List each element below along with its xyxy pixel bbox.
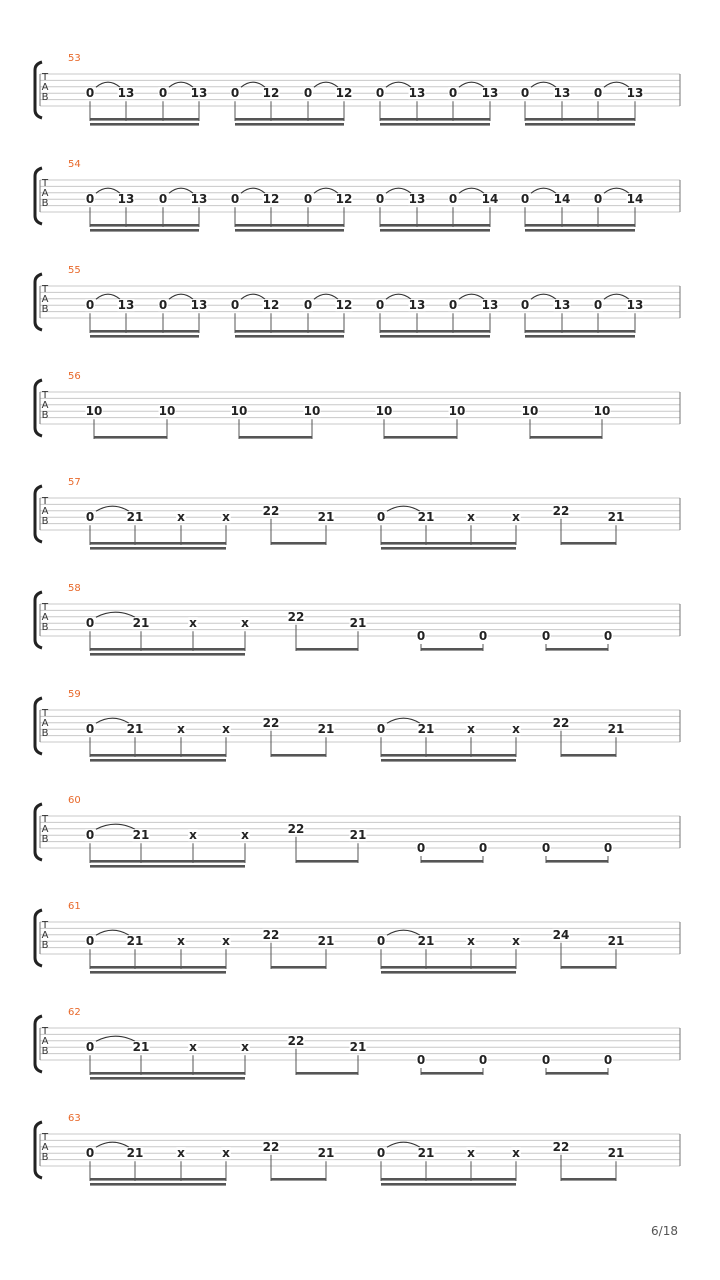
tab-clef-letter: B xyxy=(41,304,49,315)
measure-number: 56 xyxy=(68,371,81,382)
dead-note: x xyxy=(222,510,230,525)
fret-number: 22 xyxy=(287,1033,305,1048)
fret-number: 0 xyxy=(593,192,603,207)
beam xyxy=(90,224,199,227)
fret-number: 21 xyxy=(349,828,367,843)
fret-number: 0 xyxy=(541,841,551,855)
fret-number: 13 xyxy=(190,192,208,207)
fret-number: 0 xyxy=(541,1053,551,1067)
fret-number: 0 xyxy=(85,828,95,843)
beam xyxy=(561,966,616,969)
tab-system xyxy=(35,53,680,126)
fret-number: 0 xyxy=(376,1146,386,1161)
fret-number: 13 xyxy=(481,86,499,101)
fret-number: 22 xyxy=(262,715,280,730)
fret-number: 0 xyxy=(158,192,168,207)
fret-number: 21 xyxy=(607,1146,625,1161)
beam xyxy=(90,971,226,974)
beam xyxy=(380,330,490,333)
fret-number: 21 xyxy=(126,722,144,737)
beam xyxy=(384,436,457,439)
beam xyxy=(271,754,326,757)
measure-number: 57 xyxy=(68,477,81,488)
beam xyxy=(546,648,608,651)
dead-note: x xyxy=(189,616,197,631)
fret-number: 0 xyxy=(85,86,95,101)
dead-note: x xyxy=(177,934,185,949)
beam xyxy=(380,224,490,227)
tab-clef-letter: T xyxy=(41,920,49,931)
fret-number: 0 xyxy=(230,192,240,207)
tab-clef-letter: T xyxy=(41,708,49,719)
fret-number: 21 xyxy=(417,934,435,949)
tab-system xyxy=(35,1113,680,1186)
tab-clef-letter: A xyxy=(41,824,49,835)
beam xyxy=(235,330,344,333)
fret-number: 13 xyxy=(117,86,135,101)
fret-number: 0 xyxy=(375,298,385,313)
beam xyxy=(530,436,602,439)
beam xyxy=(296,648,358,651)
fret-number: 10 xyxy=(230,404,248,419)
beam xyxy=(296,1072,358,1075)
beam xyxy=(239,436,312,439)
beam xyxy=(546,1072,608,1075)
fret-number: 14 xyxy=(553,192,571,207)
tab-clef-letter: T xyxy=(41,1132,49,1143)
fret-number: 21 xyxy=(607,510,625,525)
tab-clef-letter: B xyxy=(41,940,49,951)
fret-number: 13 xyxy=(408,86,426,101)
fret-number: 13 xyxy=(117,298,135,313)
fret-number: 21 xyxy=(607,934,625,949)
fret-number: 24 xyxy=(552,927,570,942)
measure-number: 61 xyxy=(68,901,81,912)
page-number: 6/18 xyxy=(651,1224,678,1238)
fret-number: 21 xyxy=(417,722,435,737)
tab-clef-letter: T xyxy=(41,1026,49,1037)
fret-number: 0 xyxy=(593,298,603,313)
beam xyxy=(381,966,516,969)
dead-note: x xyxy=(467,510,475,525)
beam xyxy=(271,1178,326,1181)
dead-note: x xyxy=(177,1146,185,1161)
fret-number: 10 xyxy=(593,404,611,419)
beam xyxy=(90,1077,245,1080)
fret-number: 0 xyxy=(541,629,551,643)
tab-clef-letter: T xyxy=(41,496,49,507)
fret-number: 0 xyxy=(416,841,426,855)
beam xyxy=(90,547,226,550)
fret-number: 21 xyxy=(417,1146,435,1161)
fret-number: 0 xyxy=(593,86,603,101)
dead-note: x xyxy=(177,510,185,525)
beam xyxy=(380,335,490,338)
tab-clef-letter: A xyxy=(41,82,49,93)
fret-number: 0 xyxy=(376,722,386,737)
fret-number: 0 xyxy=(85,1146,95,1161)
fret-number: 21 xyxy=(607,722,625,737)
beam xyxy=(90,542,226,545)
fret-number: 13 xyxy=(553,298,571,313)
fret-number: 0 xyxy=(85,510,95,525)
measure-number: 62 xyxy=(68,1007,81,1018)
fret-number: 21 xyxy=(349,616,367,631)
tab-clef-letter: T xyxy=(41,814,49,825)
fret-number: 0 xyxy=(85,298,95,313)
fret-number: 14 xyxy=(481,192,499,207)
beam xyxy=(90,123,199,126)
tab-clef-letter: A xyxy=(41,718,49,729)
dead-note: x xyxy=(241,828,249,843)
fret-number: 13 xyxy=(626,86,644,101)
dead-note: x xyxy=(241,616,249,631)
beam xyxy=(90,865,245,868)
measure-number: 55 xyxy=(68,265,81,276)
fret-number: 0 xyxy=(603,629,613,643)
fret-number: 0 xyxy=(478,629,488,643)
measure-number: 63 xyxy=(68,1113,81,1124)
fret-number: 0 xyxy=(375,86,385,101)
tab-system xyxy=(35,689,680,762)
beam xyxy=(90,653,245,656)
tab-clef-letter: B xyxy=(41,1152,49,1163)
fret-number: 0 xyxy=(416,629,426,643)
beam xyxy=(380,229,490,232)
fret-number: 21 xyxy=(317,1146,335,1161)
tab-clef-letter: T xyxy=(41,284,49,295)
beam xyxy=(90,335,199,338)
fret-number: 22 xyxy=(262,927,280,942)
fret-number: 0 xyxy=(230,298,240,313)
fret-number: 0 xyxy=(158,298,168,313)
dead-note: x xyxy=(177,722,185,737)
beam xyxy=(90,754,226,757)
beam xyxy=(421,648,483,651)
dead-note: x xyxy=(512,722,520,737)
measure-number: 53 xyxy=(68,53,81,64)
fret-number: 10 xyxy=(85,404,103,419)
tab-clef-letter: B xyxy=(41,410,49,421)
beam xyxy=(380,118,490,121)
dead-note: x xyxy=(189,828,197,843)
measure-number: 54 xyxy=(68,159,81,170)
fret-number: 0 xyxy=(448,86,458,101)
dead-note: x xyxy=(222,722,230,737)
beam xyxy=(271,542,326,545)
tab-clef-letter: B xyxy=(41,834,49,845)
beam xyxy=(235,229,344,232)
beam xyxy=(90,966,226,969)
tab-clef-letter: B xyxy=(41,622,49,633)
beam xyxy=(90,1183,226,1186)
tab-clef-letter: A xyxy=(41,400,49,411)
beam xyxy=(525,335,635,338)
fret-number: 22 xyxy=(552,503,570,518)
beam xyxy=(90,118,199,121)
fret-number: 0 xyxy=(376,934,386,949)
beam xyxy=(90,648,245,651)
fret-number: 0 xyxy=(376,510,386,525)
beam xyxy=(561,542,616,545)
beam xyxy=(235,335,344,338)
fret-number: 21 xyxy=(317,510,335,525)
measure-number: 59 xyxy=(68,689,81,700)
tab-clef-letter: A xyxy=(41,930,49,941)
fret-number: 21 xyxy=(317,934,335,949)
beam xyxy=(421,860,483,863)
tab-system xyxy=(35,265,680,338)
fret-number: 0 xyxy=(520,86,530,101)
fret-number: 0 xyxy=(448,298,458,313)
fret-number: 0 xyxy=(85,934,95,949)
beam xyxy=(381,754,516,757)
tab-system xyxy=(35,371,680,439)
fret-number: 0 xyxy=(375,192,385,207)
tab-clef-letter: B xyxy=(41,198,49,209)
dead-note: x xyxy=(512,934,520,949)
measure-number: 60 xyxy=(68,795,81,806)
beam xyxy=(546,860,608,863)
beam xyxy=(90,759,226,762)
dead-note: x xyxy=(189,1040,197,1055)
tab-system xyxy=(35,477,680,550)
beam xyxy=(271,966,326,969)
fret-number: 0 xyxy=(478,1053,488,1067)
beam xyxy=(561,754,616,757)
tab-clef-letter: A xyxy=(41,294,49,305)
fret-number: 10 xyxy=(158,404,176,419)
fret-number: 21 xyxy=(126,1146,144,1161)
fret-number: 21 xyxy=(126,934,144,949)
fret-number: 22 xyxy=(287,609,305,624)
fret-number: 22 xyxy=(552,1139,570,1154)
fret-number: 13 xyxy=(626,298,644,313)
fret-number: 13 xyxy=(481,298,499,313)
fret-number: 0 xyxy=(303,86,313,101)
tab-system xyxy=(35,901,680,974)
fret-number: 0 xyxy=(478,841,488,855)
fret-number: 0 xyxy=(85,616,95,631)
dead-note: x xyxy=(512,1146,520,1161)
dead-note: x xyxy=(467,934,475,949)
fret-number: 21 xyxy=(132,828,150,843)
fret-number: 10 xyxy=(303,404,321,419)
fret-number: 0 xyxy=(448,192,458,207)
beam xyxy=(90,1178,226,1181)
tab-clef-letter: T xyxy=(41,602,49,613)
dead-note: x xyxy=(241,1040,249,1055)
beam xyxy=(525,224,635,227)
tab-clef-letter: A xyxy=(41,1142,49,1153)
fret-number: 10 xyxy=(448,404,466,419)
beam xyxy=(525,229,635,232)
fret-number: 21 xyxy=(349,1040,367,1055)
fret-number: 12 xyxy=(335,86,353,101)
fret-number: 22 xyxy=(552,715,570,730)
beam xyxy=(296,860,358,863)
dead-note: x xyxy=(467,722,475,737)
tab-clef-letter: A xyxy=(41,188,49,199)
fret-number: 13 xyxy=(553,86,571,101)
fret-number: 0 xyxy=(603,1053,613,1067)
fret-number: 22 xyxy=(262,503,280,518)
fret-number: 12 xyxy=(262,86,280,101)
fret-number: 12 xyxy=(335,298,353,313)
beam xyxy=(381,547,516,550)
fret-number: 14 xyxy=(626,192,644,207)
beam xyxy=(381,542,516,545)
tab-clef-letter: T xyxy=(41,178,49,189)
fret-number: 22 xyxy=(287,821,305,836)
tab-clef-letter: A xyxy=(41,1036,49,1047)
fret-number: 0 xyxy=(85,1040,95,1055)
fret-number: 21 xyxy=(126,510,144,525)
dead-note: x xyxy=(467,1146,475,1161)
beam xyxy=(94,436,167,439)
tab-system xyxy=(35,583,680,656)
fret-number: 0 xyxy=(416,1053,426,1067)
fret-number: 13 xyxy=(408,298,426,313)
fret-number: 0 xyxy=(520,192,530,207)
fret-number: 0 xyxy=(603,841,613,855)
tab-clef-letter: T xyxy=(41,390,49,401)
beam xyxy=(381,971,516,974)
tab-clef-letter: B xyxy=(41,1046,49,1057)
beam xyxy=(525,330,635,333)
fret-number: 21 xyxy=(417,510,435,525)
fret-number: 21 xyxy=(132,616,150,631)
fret-number: 13 xyxy=(190,298,208,313)
beam xyxy=(525,118,635,121)
dead-note: x xyxy=(222,934,230,949)
tab-clef-letter: B xyxy=(41,516,49,527)
beam xyxy=(380,123,490,126)
fret-number: 12 xyxy=(262,298,280,313)
tab-system xyxy=(35,1007,680,1080)
measure-number: 58 xyxy=(68,583,81,594)
beam xyxy=(421,1072,483,1075)
fret-number: 0 xyxy=(85,192,95,207)
fret-number: 13 xyxy=(408,192,426,207)
beam xyxy=(381,1183,516,1186)
fret-number: 10 xyxy=(375,404,393,419)
tab-clef-letter: B xyxy=(41,728,49,739)
tab-clef-letter: B xyxy=(41,92,49,103)
beam xyxy=(235,123,344,126)
fret-number: 12 xyxy=(335,192,353,207)
beam xyxy=(90,229,199,232)
fret-number: 22 xyxy=(262,1139,280,1154)
fret-number: 0 xyxy=(520,298,530,313)
fret-number: 0 xyxy=(303,192,313,207)
beam xyxy=(90,330,199,333)
tab-clef-letter: A xyxy=(41,506,49,517)
fret-number: 0 xyxy=(303,298,313,313)
beam xyxy=(525,123,635,126)
tab-system xyxy=(35,795,680,868)
fret-number: 21 xyxy=(132,1040,150,1055)
fret-number: 10 xyxy=(521,404,539,419)
beam xyxy=(90,1072,245,1075)
tab-system xyxy=(35,159,680,232)
beam xyxy=(90,860,245,863)
dead-note: x xyxy=(222,1146,230,1161)
fret-number: 0 xyxy=(85,722,95,737)
tab-clef-letter: A xyxy=(41,612,49,623)
fret-number: 13 xyxy=(117,192,135,207)
beam xyxy=(235,118,344,121)
beam xyxy=(561,1178,616,1181)
fret-number: 21 xyxy=(317,722,335,737)
fret-number: 13 xyxy=(190,86,208,101)
beam xyxy=(235,224,344,227)
tab-clef-letter: T xyxy=(41,72,49,83)
beam xyxy=(381,1178,516,1181)
fret-number: 0 xyxy=(158,86,168,101)
dead-note: x xyxy=(512,510,520,525)
fret-number: 0 xyxy=(230,86,240,101)
fret-number: 12 xyxy=(262,192,280,207)
beam xyxy=(381,759,516,762)
